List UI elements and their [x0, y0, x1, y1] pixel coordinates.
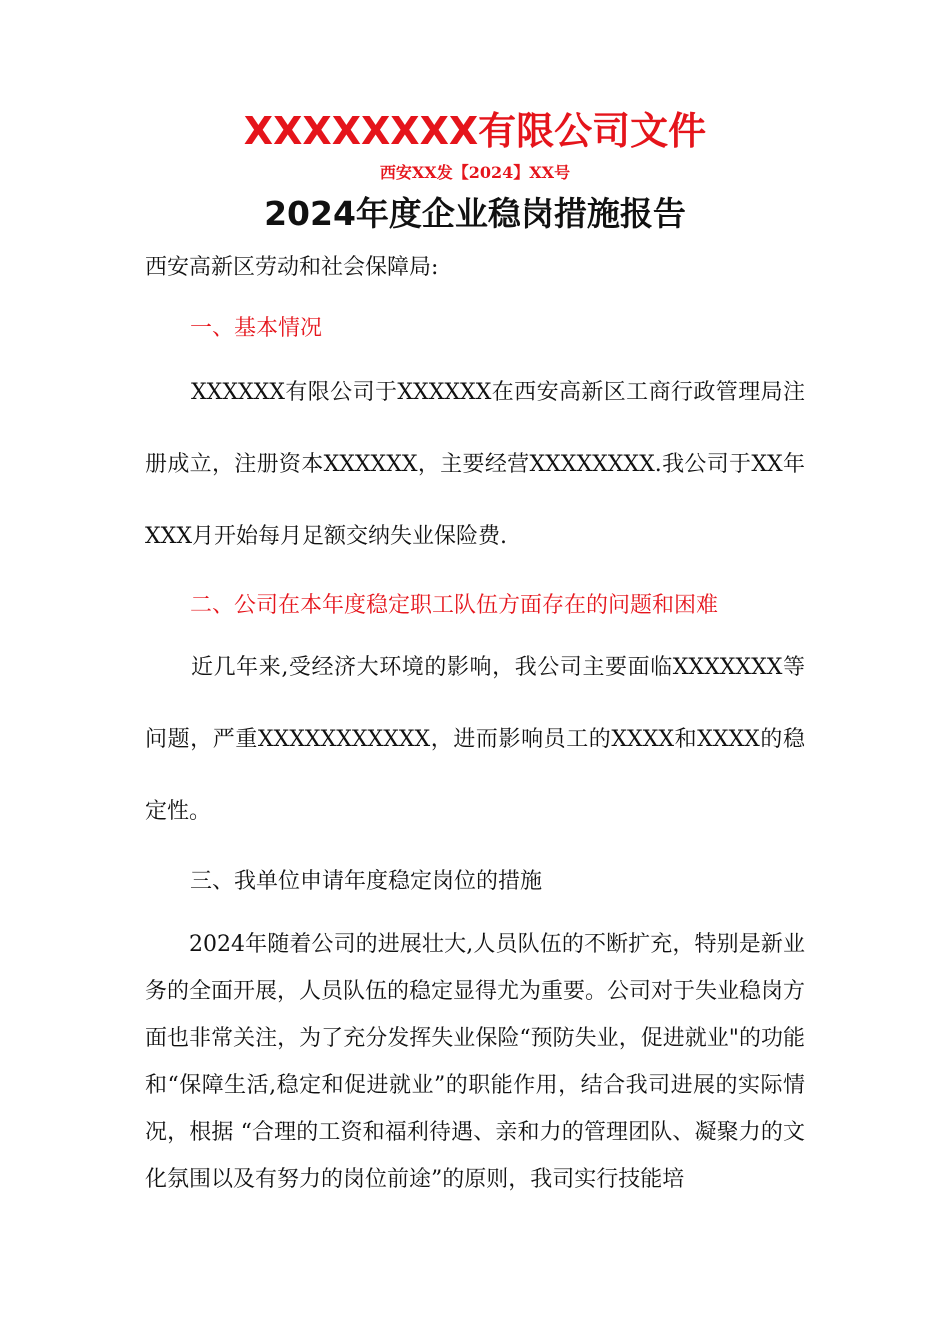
addressee: 西安高新区劳动和社会保障局:	[145, 255, 439, 280]
section-heading-basic-info: 一、基本情况	[190, 316, 323, 341]
company-document-title: XXXXXXXX有限公司文件	[243, 109, 707, 153]
report-title: 2024年度企业稳岗措施报告	[264, 194, 686, 233]
section-heading-measures: 三、我单位申请年度稳定岗位的措施	[190, 869, 543, 894]
section-heading-problems: 二、公司在本年度稳定职工队伍方面存在的问题和困难	[190, 593, 719, 618]
section-body-measures: 2024年随着公司的进展壮大,人员队伍的不断扩充，特别是新业务的全面开展，人员队伍的稳定显得尤为重要。公司对于失业稳岗方面也非常关注，为了充分发挥失业保险“预防失业，促进就业"的功能和“保障生活,稳定和促进就业”的职能作用，结合我司进展的实际情况，根据 “合理的工资和福利待遇、亲和力的管理团队、凝聚力的文化氛围以及有努力的岗位前途”的原则，我司实行技能培	[145, 932, 806, 1192]
section-body-basic-info: XXXXXX有限公司于XXXXXX在西安高新区工商行政管理局注册成立，注册资本XXXXXX，主要经营XXXXXXXX.我公司于XX年XXX月开始每月足额交纳失业保险费.	[145, 380, 805, 549]
section-body-problems: 近几年来,受经济大环境的影响，我公司主要面临XXXXXXX等问题，严重XXXXXXXXXXX，进而影响员工的XXXX和XXXX的稳定性。	[145, 655, 805, 824]
document-number: 西安XX发【2024】XX号	[379, 163, 571, 182]
